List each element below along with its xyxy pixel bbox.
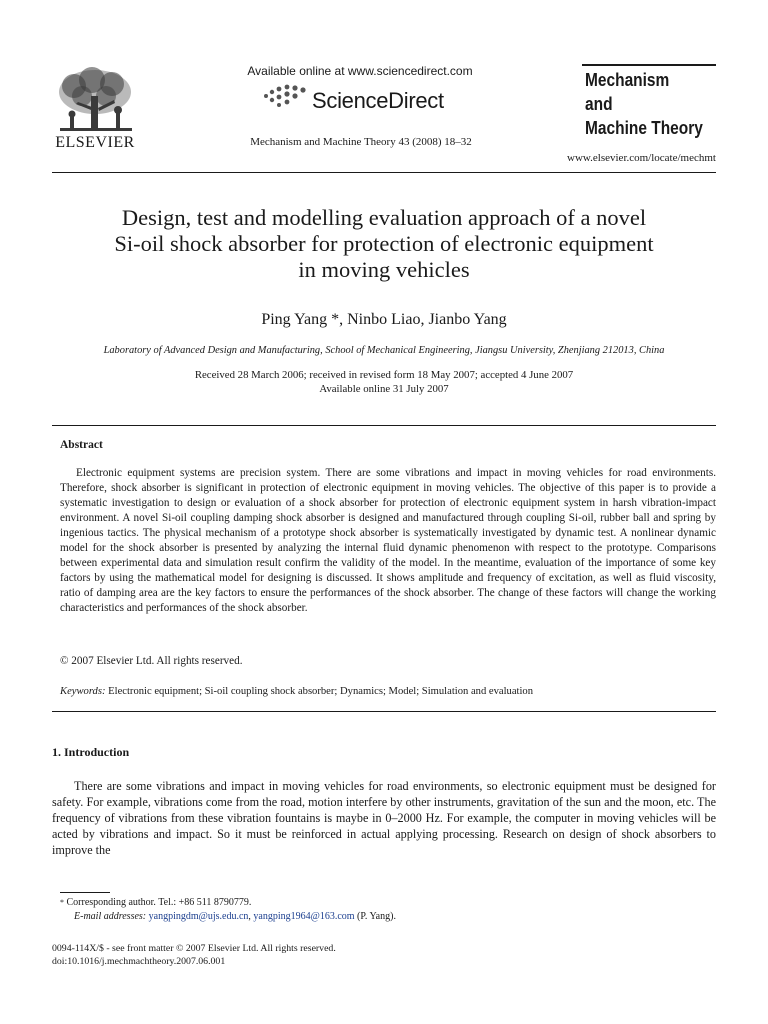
abstract-bottom-rule [52,711,716,712]
received-dates: Received 28 March 2006; received in revised form 18 May 2007; accepted 4 June 2007 [194,369,574,381]
abstract-top-rule [52,425,716,426]
email-note [60,910,716,924]
title-line: Design, test and modelling evaluation approach of a novel [121,205,647,230]
article-dates [52,368,716,396]
corresponding-author-text: Corresponding author. Tel.: +86 511 8790779. [66,897,252,908]
issn-line: 0094-114X/$ - see front matter © 2007 Elsevier Ltd. All rights reserved. [52,943,336,954]
email-separator: , [248,911,251,922]
keywords-list: Electronic equipment; Si-oil coupling shock absorber; Dynamics; Model; Simulation and evaluation [108,686,534,697]
author-list: Ping Yang *, Ninbo Liao, Jianbo Yang [261,311,507,328]
journal-title-line: and [585,94,613,114]
keywords [60,686,716,697]
journal-citation: Mechanism and Machine Theory 43 (2008) 18–32 [250,136,472,148]
doi-line[interactable]: doi:10.1016/j.mechmachtheory.2007.06.001 [52,956,226,967]
footnote-rule [60,892,110,893]
abstract-body [60,466,716,616]
journal-title-line: Machine Theory [585,118,703,138]
email-link-2[interactable]: yangping1964@163.com [253,911,355,922]
abstract-paragraph: Electronic equipment systems are precision system. There are some vibrations and impact in moving vehicles for road environments. Therefore, shock absorber is significant in protection of electronic equipment in moving vehicles. The objective of this paper is to provide a systematic investigation to design or evaluation of a shock absorber for protection of electronic equipment system in harsh vibration-impact environment. A novel Si-oil coupling damping shock absorber is designed and manufactured through coupling Si-oil, rubber ball and spring by ingenious tactics. The physical mechanism of a prototype shock absorber is systematically investigated by dynamic test. A nonlinear dynamic model for the shock absorber is presented by analyzing the internal fluid dynamic phenomenon with respect to the prototype. Comparisons between experimental data and simulation result confirm the validity of the model. In the meantime, evaluation of the importance of some key factors by using the mathematical model for designing is discussed. It shows amplitude and frequency of excitation, as well as fluid viscosity, ratio of damping area are the key factors to ensure the performances of the shock absorber. The change of these factors will change the working characteristics and performances of the shock absorber. [60,467,716,614]
email-label: E-mail addresses: [74,911,147,922]
page-footer [52,942,716,968]
journal-title [585,68,703,140]
publisher-name: ELSEVIER [55,134,135,151]
corresponding-author-note [60,896,716,910]
email-link-1[interactable]: yangpingdm@ujs.edu.cn [148,911,249,922]
title-line: in moving vehicles [298,257,470,282]
available-online-date: Available online 31 July 2007 [319,383,449,395]
sciencedirect-wordmark: ScienceDirect [312,88,444,113]
journal-url-link[interactable]: www.elsevier.com/locate/mechmt [567,152,716,164]
journal-title-line: Mechanism [585,70,670,90]
abstract-heading: Abstract [60,439,103,451]
sciencedirect-dots-icon [262,84,308,110]
introduction-paragraph: There are some vibrations and impact in moving vehicles for road environments, so electronic equipment must be designed for safety. For example, vibrations come from the road, motion interfere by other instruments, gravitation of the sun and the moon, etc. The frequency of vibrations from these vibration fountains is maybe in 0–2000 Hz. For example, the computer in moving vehicles will be acted by vibrations and impact. So it must be reinforced in actual applying processing. Research on design of shock absorbers to improve the [52,779,716,857]
copyright-notice: © 2007 Elsevier Ltd. All rights reserved. [60,655,243,667]
article-title [52,205,716,283]
email-owner: (P. Yang). [357,911,396,922]
affiliation: Laboratory of Advanced Design and Manufacturing, School of Mechanical Engineering, Jiangsu University, Zhenjiang 212013, China [103,345,665,356]
header-divider [52,172,716,173]
introduction-body [52,778,716,858]
section-heading: 1. Introduction [52,745,130,759]
keywords-label: Keywords: [60,686,106,697]
available-online-text[interactable]: Available online at www.sciencedirect.com [247,64,473,78]
journal-title-rule [582,64,716,66]
elsevier-tree-logo [52,66,138,138]
footnote-marker: * [60,898,64,907]
footnote [60,896,716,924]
title-line: Si-oil shock absorber for protection of electronic equipment [114,231,654,256]
